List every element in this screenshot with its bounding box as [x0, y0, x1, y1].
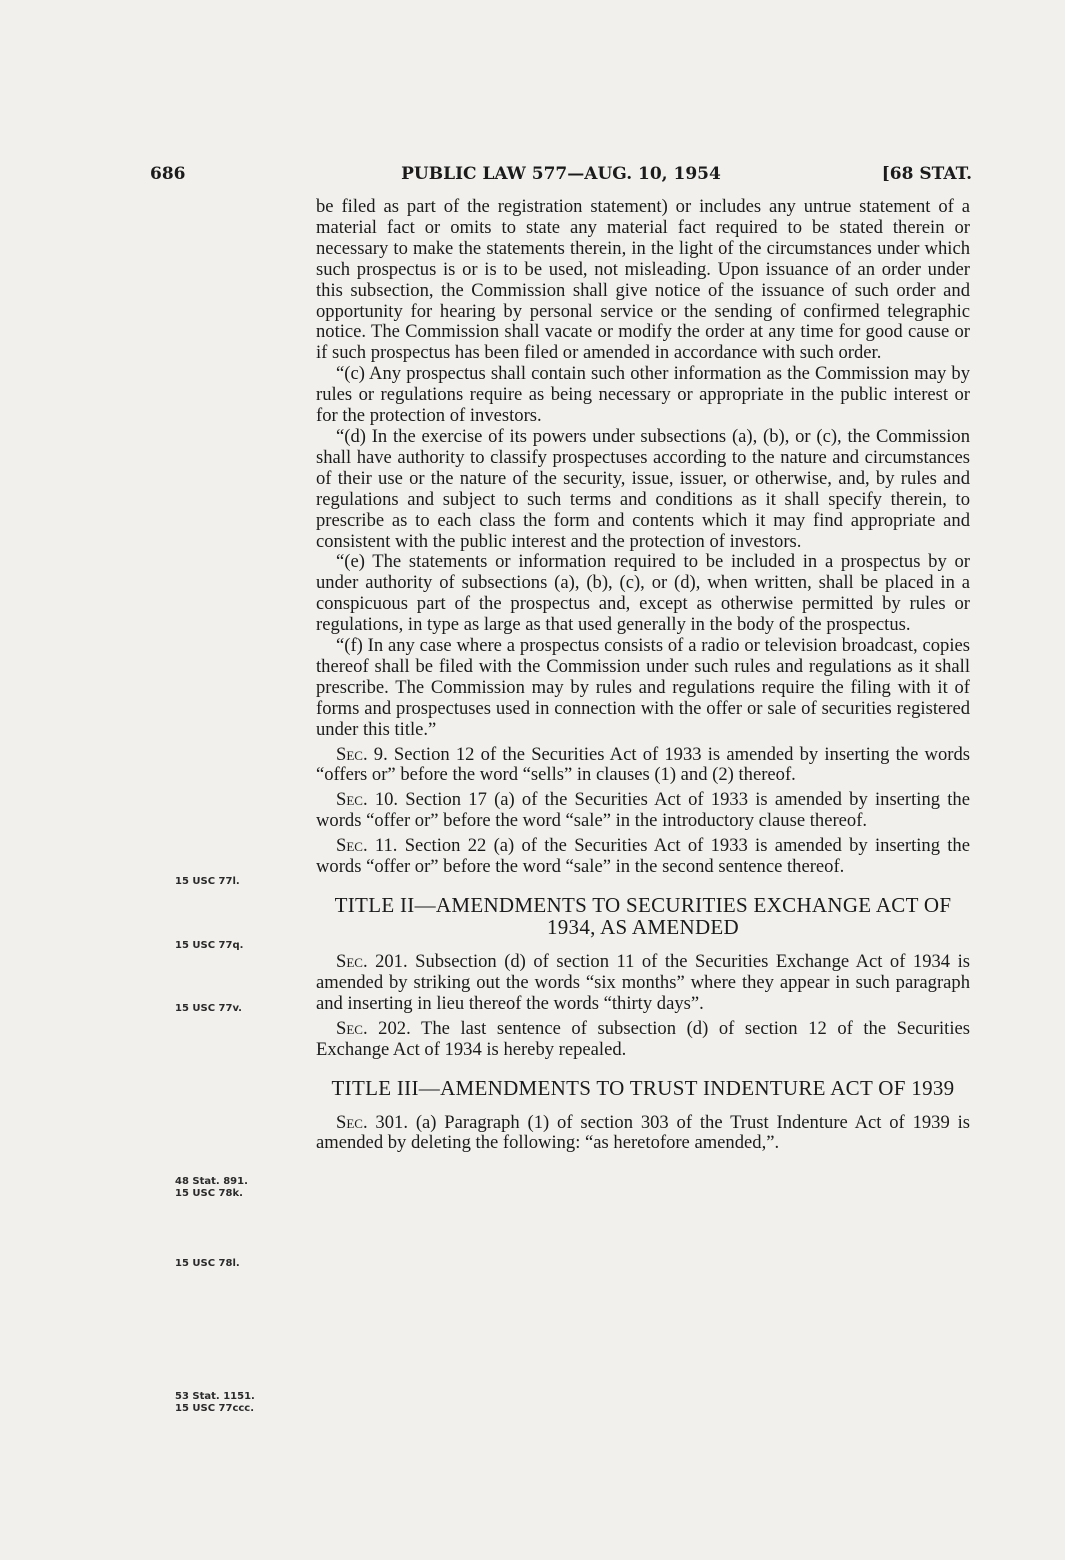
section-text: Section 17 (a) of the Securities Act of 1933 is amended by inserting the words “offer or” before the word “sale” in the introductory clause thereof.: [316, 789, 970, 832]
section-201: [316, 952, 970, 1015]
paragraph-d: “(d) In the exercise of its powers under subsections (a), (b), or (c), the Commission shall have authority to classify prospectuses according to the nature and circumstances of their use or the nature of the security, issue, issuer, or otherwise, and, by rules and regulations and subject to such terms and conditions as it shall specify therein, to prescribe as to each class the form and contents which it may find appropriate and consistent with the public interest and the protection of investors.: [316, 425, 970, 552]
citation: 53 Stat. 1151.: [175, 1391, 255, 1402]
citation: 48 Stat. 891.: [175, 1176, 248, 1187]
citation: 15 USC 77v.: [175, 1003, 242, 1014]
citation: 15 USC 77l.: [175, 876, 240, 887]
paragraph-f: “(f) In any case where a prospectus consists of a radio or television broadcast, copies thereof shall be filed with the Commission under such rules and regulations as it shall prescribe. The Commission may by rules and regulations require the filing with it of forms and prospectuses used in connection with the offer or sale of securities registered under this title.”: [316, 635, 970, 740]
section-label: Sec. 10.: [336, 789, 399, 811]
section-label: Sec. 9.: [336, 743, 388, 765]
body-text: [316, 197, 970, 1154]
margin-note-sec11: [175, 1003, 295, 1015]
page-header: [150, 159, 972, 189]
section-9: [316, 745, 970, 787]
paragraph-e: “(e) The statements or information required to be included in a prospectus by or under authority of subsections (a), (b), (c), or (d), when written, shall be placed in a conspicuous part of the prospectus and, except as otherwise permitted by rules or regulations, in type as large as that used generally in the body of the prospectus.: [316, 551, 970, 636]
section-202: [316, 1019, 970, 1061]
section-text: Subsection (d) of section 11 of the Securities Exchange Act of 1934 is amended by striking out the words “six months” where they appear in such paragraph and inserting in lieu thereof the words “thirty days”.: [316, 951, 970, 1014]
margin-note-sec201: [175, 1176, 295, 1200]
citation: 15 USC 78k.: [175, 1188, 243, 1199]
section-text: The last sentence of subsection (d) of section 12 of the Securities Exchange Act of 1934 is hereby repealed.: [316, 1017, 970, 1060]
margin-note-sec301: [175, 1391, 295, 1415]
page-number: 686: [150, 164, 186, 184]
title-2-heading: TITLE II—AMENDMENTS TO SECURITIES EXCHANGE ACT OF 1934, AS AMENDED: [334, 893, 952, 939]
paragraph-c: “(c) Any prospectus shall contain such other information as the Commission may by rules or regulations require as being necessary or appropriate in the public interest or for the protection of investors.: [316, 363, 970, 427]
margin-note-sec9: [175, 876, 295, 888]
section-label: Sec. 301.: [336, 1111, 408, 1133]
citation: 15 USC 77ccc.: [175, 1403, 255, 1414]
paragraph-continuation: be filed as part of the registration statement) or includes any untrue statement of a material fact or omits to state any material fact required to be stated therein or necessary to make the statements therein, in the light of the circumstances under which such prospectus is or is to be used, not misleading. Upon issuance of an order under this subsection, the Commission shall give notice of the issuance of such order and opportunity for hearing by personal service or the sending of confirmed telegraphic notice. The Commission shall vacate or modify the order at any time for good cause or if such prospectus has been filed or amended in accordance with such order.: [316, 196, 970, 364]
title-3-heading: TITLE III—AMENDMENTS TO TRUST INDENTURE ACT OF 1939: [331, 1075, 955, 1100]
section-301: [316, 1113, 970, 1155]
citation: 15 USC 78l.: [175, 1258, 240, 1269]
running-title: PUBLIC LAW 577—AUG. 10, 1954: [401, 164, 721, 184]
section-11: [316, 836, 970, 878]
section-label: Sec. 202.: [336, 1017, 411, 1039]
citation: 15 USC 77q.: [175, 940, 244, 951]
section-text: Section 12 of the Securities Act of 1933 is amended by inserting the words “offers or” before the word “sells” in clauses (1) and (2) thereof.: [316, 743, 970, 786]
section-text: (a) Paragraph (1) of section 303 of the Trust Indenture Act of 1939 is amended by deleting the following: “as heretofore amended,”.: [316, 1111, 970, 1154]
statute-reference: [68 STAT.: [881, 164, 972, 184]
section-10: [316, 790, 970, 832]
margin-note-sec10: [175, 940, 295, 952]
section-text: Section 22 (a) of the Securities Act of 1933 is amended by inserting the words “offer or” before the word “sale” in the second sentence thereof.: [316, 835, 970, 878]
margin-note-sec202: [175, 1258, 295, 1270]
section-label: Sec. 201.: [336, 951, 408, 972]
section-label: Sec. 11.: [336, 835, 398, 857]
